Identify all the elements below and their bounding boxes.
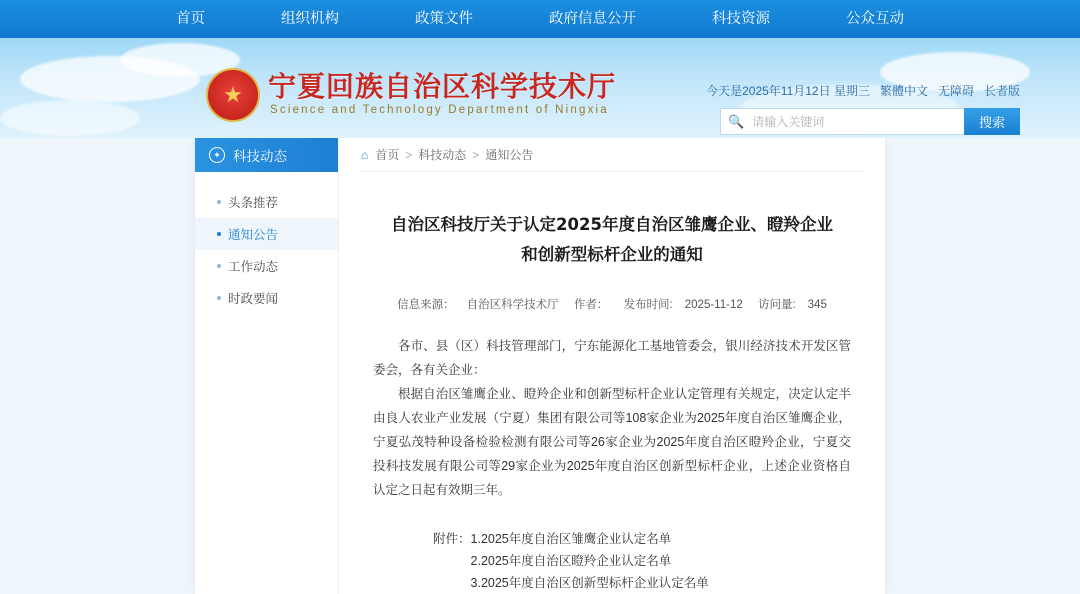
nav-item-public-interaction[interactable]: 公众互动 <box>846 11 904 27</box>
meta-publish-value: 2025-11-12 <box>684 299 743 311</box>
meta-views-value: 345 <box>807 299 827 311</box>
meta-source-value: 自治区科学技术厅 <box>466 299 559 311</box>
link-accessibility[interactable]: 无障碍 <box>937 84 974 98</box>
site-banner <box>0 38 1080 138</box>
meta-views-label: 访问量: <box>757 299 796 311</box>
link-elder-version[interactable]: 长者版 <box>983 84 1020 98</box>
attachment-item-1[interactable]: 1.2025年度自治区雏鹰企业认定名单 <box>470 532 672 546</box>
site-title-chinese: 宁夏回族自治区科学技术厅 <box>268 70 617 103</box>
sidebar-item-label: 通知公告 <box>228 228 279 242</box>
sidebar-list <box>195 172 338 314</box>
attachment-item-3[interactable]: 3.2025年度自治区创新型标杆企业认定名单 <box>470 576 709 590</box>
search-input-container[interactable] <box>720 108 964 135</box>
breadcrumb-separator: > <box>405 147 413 162</box>
search-button[interactable]: 搜索 <box>964 108 1020 135</box>
search-bar <box>720 108 1020 135</box>
page-content-area <box>0 138 1080 594</box>
sidebar-item-label: 头条推荐 <box>228 196 279 210</box>
article-title-line-2: 和创新型标杆企业的通知 <box>521 245 703 264</box>
meta-source-label: 信息来源： <box>397 299 455 311</box>
nav-item-home[interactable]: 首页 <box>176 11 205 27</box>
home-icon: ⌂ <box>361 147 369 162</box>
main-column <box>339 138 885 594</box>
article-paragraph: 各市、县（区）科技管理部门，宁东能源化工基地管委会，银川经济技术开发区管委会，各有关企业： <box>373 339 851 377</box>
nav-item-policy-documents[interactable]: 政策文件 <box>415 11 473 27</box>
sidebar-item-label: 时政要闻 <box>228 292 279 306</box>
breadcrumb-item-home[interactable]: 首页 <box>375 148 400 162</box>
sidebar-header <box>195 138 338 172</box>
nav-item-organization[interactable]: 组织机构 <box>281 11 339 27</box>
article-meta <box>361 296 863 312</box>
link-traditional-chinese[interactable]: 繁體中文 <box>879 84 928 98</box>
banner-utility-area <box>706 82 1020 135</box>
sidebar-item-work-updates[interactable] <box>195 250 338 282</box>
breadcrumb <box>361 138 863 172</box>
breadcrumb-separator: > <box>472 147 480 162</box>
nav-item-tech-resources[interactable]: 科技资源 <box>712 11 770 27</box>
bullet-icon <box>217 232 221 236</box>
attachment-list <box>361 528 863 594</box>
article-paragraph: 根据自治区雏鹰企业、瞪羚企业和创新型标杆企业认定管理有关规定，决定认定半由良人农业产业发展（宁夏）集团有限公司等108家企业为2025年度自治区雏鹰企业，宁夏弘茂特种设备检验检测有限公司等26家企业为2025年度自治区瞪羚企业，宁夏交投科技发展有限公司等29家企业为2025年度自治区创新型标杆企业，上述企业资格自认定之日起有效期三年。 <box>373 387 851 497</box>
breadcrumb-item-tech-news[interactable]: 科技动态 <box>418 148 467 162</box>
attachment-label: 附件： <box>433 532 471 546</box>
sidebar-item-headline-recommend[interactable] <box>195 186 338 218</box>
sidebar-item-notice-announcement[interactable] <box>195 218 338 250</box>
search-icon: 🔍 <box>728 114 745 129</box>
search-input[interactable] <box>750 114 964 130</box>
sidebar-item-label: 工作动态 <box>228 260 279 274</box>
content-panel <box>195 138 885 594</box>
bullet-icon <box>217 264 221 268</box>
banner-top-links <box>706 82 1020 99</box>
article-title-line-1: 自治区科技厅关于认定2025年度自治区雏鹰企业、瞪羚企业 <box>391 215 833 234</box>
current-date-text: 今天是2025年11月12日 星期三 <box>706 84 870 98</box>
meta-author-label: 作者： <box>573 299 609 311</box>
sidebar-header-label: 科技动态 <box>233 149 287 164</box>
sidebar <box>195 138 339 594</box>
top-navigation-bar <box>0 0 1080 38</box>
meta-publish-label: 发布时间: <box>623 299 673 311</box>
sidebar-item-current-affairs[interactable] <box>195 282 338 314</box>
nav-item-government-info-disclosure[interactable]: 政府信息公开 <box>549 11 636 27</box>
article-title <box>383 210 841 270</box>
article-body <box>361 334 863 502</box>
breadcrumb-item-notice[interactable]: 通知公告 <box>485 148 534 162</box>
site-title-english: Science and Technology Department of Ningxia <box>270 104 609 116</box>
bullet-icon <box>217 296 221 300</box>
attachment-item-2[interactable]: 2.2025年度自治区瞪羚企业认定名单 <box>470 554 672 568</box>
national-emblem-icon: ★ <box>206 68 260 122</box>
compass-icon: ✦ <box>209 147 225 163</box>
bullet-icon <box>217 200 221 204</box>
